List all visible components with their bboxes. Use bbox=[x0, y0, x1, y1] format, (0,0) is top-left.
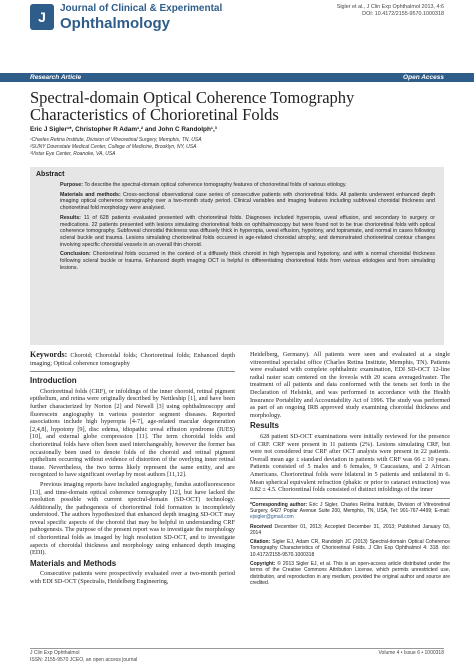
article-title: Spectral-domain Optical Coherence Tomography Characteristics of Chorioretinal Folds bbox=[30, 88, 355, 124]
abstract-purpose bbox=[60, 182, 435, 189]
footer-journal: J Clin Exp Ophthalmol bbox=[30, 650, 80, 656]
author-list: Eric J Sigler¹*, Christopher R Adam¹,² and John C Randolph¹,³ bbox=[30, 126, 217, 133]
article-type: Research Article bbox=[30, 74, 82, 81]
affiliation-3: ³Vistar Eye Center, Roanoke, VA, USA bbox=[30, 150, 116, 157]
results-heading: Results bbox=[250, 421, 279, 431]
abstract-body bbox=[60, 182, 435, 274]
logo-letter: J bbox=[38, 9, 46, 25]
header-citation-line1: Sigler et al., J Clin Exp Ophthalmol 2013, 4:6 bbox=[336, 4, 444, 10]
keywords bbox=[30, 351, 235, 372]
article-type-band bbox=[0, 73, 474, 82]
abstract-heading: Abstract bbox=[36, 171, 65, 178]
methods-label: Materials and methods: bbox=[60, 191, 121, 198]
affiliation-1: ¹Charles Retina Institute, Division of Vitreoretinal Surgery, Memphis, TN, USA bbox=[30, 137, 202, 143]
conclusion-text: Chorioretinal folds occurred in the context of a diffusely thick choroid in high hyperopia and hypotony, and with a normal choroidal thickness following scleral buckle or trauma. Enhanced depth imaging OCT is helpful in differentiating chorioretinal folds from various etiologies and from simulating lesions. bbox=[60, 251, 435, 271]
keywords-label: Keywords: bbox=[30, 350, 68, 359]
copyright-text: © 2013 Sigler EJ, et al. This is an open-access article distributed under the terms of the Creative Commons Attribution License, which permits unrestricted use, distribution, and reproduction in any medium, provided the original author and source are credited. bbox=[250, 561, 450, 586]
email-link[interactable]: ejsigler@gmail.com bbox=[250, 514, 294, 521]
abstract-box bbox=[30, 167, 444, 345]
left-column bbox=[30, 351, 235, 588]
corresponding-author bbox=[250, 502, 450, 521]
abstract-conclusion bbox=[60, 251, 435, 271]
footer-volume: Volume 4 • Issue 6 • 1000318 bbox=[378, 650, 444, 656]
citation-text: Sigler EJ, Adam CR, Randolph JC (2013) Spectral-domain Optical Coherence Tomography Characteristics of Chorioretinal Folds. J Clin Exp Ophthalmol 4: 318. doi: 10.4172/2155-9570.1000318 bbox=[250, 539, 450, 558]
abstract-results bbox=[60, 215, 435, 249]
methods-text: Cross-sectional observational case series of consecutive patients with chorioretinal folds. All patients underwent enhanced depth imaging optical coherence tomography over a two-month study period. Clinical variables and imaging features including subfoveal choroidal thickness and chorioretinal fold morphology were analysed. bbox=[60, 191, 435, 212]
article-notes bbox=[250, 498, 450, 587]
copyright-label: Copyright: bbox=[250, 561, 276, 568]
methods-heading: Materials and Methods bbox=[30, 558, 117, 568]
dates bbox=[250, 524, 450, 537]
intro-paragraph-2: Previous imaging reports have included angiography, fundus autofluorescence [13], and time-domain optical coherence tomography [12], but have lacked the resolution possible with current spectral-domain (SD-OCT) technology. Additionally, the pathogenesis of chorioretinal fold formation is incompletely understood. The authors hypothesized that enhanced depth imaging SD-OCT may reveal specific aspects of the choroid that may be helpful in understanding CRF pathogenesis. The purpose of the present report was to investigate the morphology of chorioretinal folds as imaged by high resolution SD-OCT, and to investigate aspects of choroidal thickness and morphology using enhanced depth imaging (EDI). bbox=[30, 480, 235, 557]
citation-label: Citation: bbox=[250, 539, 271, 546]
intro-paragraph-1: Chorioretinal folds (CRF), or infoldings of the inner choroid, retinal pigment epithelium, and retina were originally described by Nettleship [1], and have been further characterized by Norton [2] and Newell [3] using ophthalmoscopy and fluorescein angiography in various posterior segment diseases. Reported associations include high hyperopia [4-7], age-related macular degeneration [2,4,8], hypotony [9], disc edema, idiopathic uveal effusion syndrome (IUES) [10], and external globe compression [11]. The term choroidal folds and chorioretinal folds have often been used interchangeably, however the former has occasionally been used to denote folds of the choroid and retinal pigment epithelium occurring without evidence of distortion of the overlying inner retinal tissue. Nevertheless, the two terms likely represent the same entity, and are recognized to have significant overlap by most authors [11,12]. bbox=[30, 387, 235, 479]
received-label: Received bbox=[250, 523, 272, 530]
header-doi[interactable]: DOI: 10.4172/2155-9570.1000318 bbox=[362, 11, 444, 17]
journal-header bbox=[0, 0, 474, 72]
footer-issn: ISSN: 2155-9570 JCEO, an open access journal bbox=[30, 656, 138, 663]
affiliation-2: ²SUNY Downstate Medical Center, College of Medicine, Brooklyn, NY, USA bbox=[30, 143, 197, 150]
conclusion-label: Conclusion: bbox=[60, 251, 91, 258]
corresponding-text: Eric J Sigler, Charles Retina Institute, Division of Vitreoretinal Surgery, 6427 Poplar Avenue Suite 200, Memphis, TN, USA, Tel: 901-767-4499; E-mail: bbox=[250, 501, 451, 514]
results-label: Results: bbox=[60, 214, 81, 221]
abstract-methods bbox=[60, 192, 435, 212]
methods-paragraph-1: Consecutive patients were prospectively evaluated over a two-month period with EDI SD-OCT (Spectralis, Heidelberg Engineering, bbox=[30, 570, 235, 586]
journal-name-line1: Journal of Clinical & Experimental bbox=[60, 3, 223, 14]
keywords-text: Choroid; Choroidal folds; Chorioretinal folds; Enhanced depth imaging; Optical coherence tomography bbox=[30, 352, 235, 367]
open-access-label: Open Access bbox=[403, 74, 444, 81]
purpose-text: To describe the spectral-domain optical coherence tomography features of chorioretinal folds of various etiology. bbox=[84, 182, 347, 188]
methods-continued: Heidelberg, Germany). All patients were seen and evaluated at a single vitreoretinal specialist office (Charles Retina Institute, Memphis, TN). Patients were evaluated with complete ophthalmic examination, EDI SD-OCT 12-line radial raster scan centered on the foveola with 20 scans averaged/raster. The treatment of all patients and data conformed with the tenets set forth in the Declaration of Helsinki, and was performed in accordance with the Health Insurance Portability and Accountability Act of 1996. The study was performed as part of an ongoing IRB approved study examining choroidal thickness and morphology. bbox=[250, 351, 450, 419]
purpose-label: Purpose: bbox=[60, 182, 83, 188]
citation-note bbox=[250, 539, 450, 558]
results-paragraph-1: 628 patient SD-OCT examinations were initially reviewed for the presence of CRF. CRF were present in 11 patients (2%). Lesions simulating CRF, but were not considered true CRF after OCT analysis were present in 22 patients. Overall mean age ± standard deviation in patients with CRF was 66 ± 10 years. Patients consisted of 5 males and 6 females, 9 Caucasians, and 2 African Americans. Chorioretinal folds were bilateral in 5 patients and unilateral in 6. Mean spherical equivalent refraction (phakic or prior to cataract extraction) was 0.82 ± 4.5. Chorioretinal folds consisted of distinct infoldings of the inner bbox=[250, 432, 450, 494]
dates-text: December 01, 2013; Accepted December 31, 2013; Published January 03, 2014 bbox=[250, 523, 451, 536]
right-column bbox=[250, 351, 450, 589]
corresponding-label: *Corresponding author: bbox=[250, 501, 308, 508]
introduction-heading: Introduction bbox=[30, 376, 77, 386]
journal-name-line2: Ophthalmology bbox=[60, 15, 170, 32]
journal-logo bbox=[30, 4, 54, 30]
header-citation bbox=[337, 4, 444, 18]
affiliations bbox=[30, 137, 202, 157]
copyright-note bbox=[250, 561, 450, 586]
results-text: 11 of 628 patients evaluated presented with chorioretinal folds. Diagnoses included hyperopia, uveal effusion, and secondary to surgery or medications. 22 patients presented with lesions simulating chorioretinal folds on ophthalmoscopy but were found not to be true chorioretinal folds with optical coherence tomography. Subfoveal choroidal thickness was diffusely thick in hyperopia, uveal effusion, hypotony, and topiramate, and normal in cases following scleral buckle and trauma. Lesions simulating chorioretinal folds occurred in age-related choroidal atrophy, and demonstrated chorioretinal contour changes involving specific choroidal vessels in an overall thin choroid. bbox=[60, 214, 435, 248]
page-footer bbox=[30, 648, 444, 663]
